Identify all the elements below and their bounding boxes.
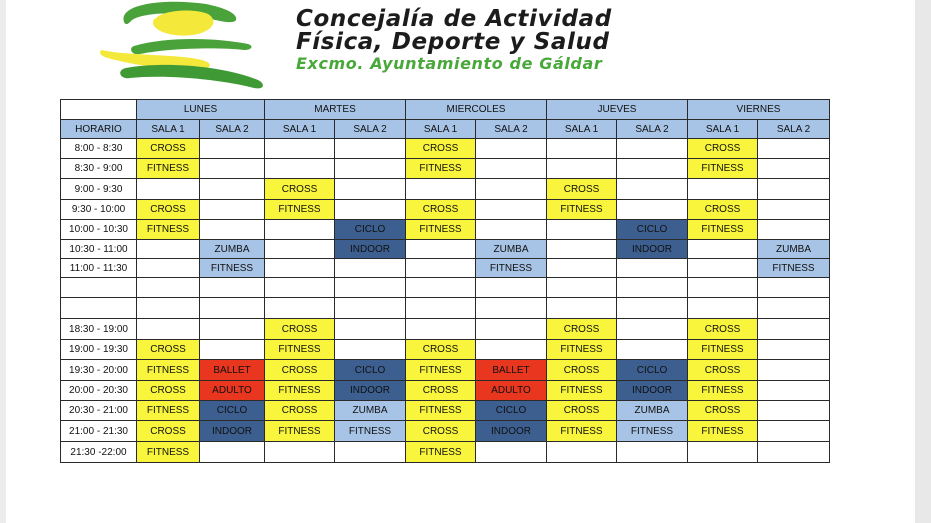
class-cell: CICLO (476, 401, 547, 421)
class-cell (547, 220, 617, 240)
class-cell (617, 139, 688, 159)
class-cell (265, 259, 335, 278)
class-cell: FITNESS (137, 159, 200, 179)
class-cell (547, 259, 617, 278)
class-cell (547, 240, 617, 259)
class-cell: FITNESS (547, 381, 617, 401)
class-cell (758, 340, 830, 360)
class-cell (547, 159, 617, 179)
class-cell: ZUMBA (200, 240, 265, 259)
class-cell (265, 442, 335, 463)
class-cell (758, 421, 830, 442)
class-cell (617, 298, 688, 319)
sala-header: SALA 1 (688, 120, 758, 139)
class-cell (200, 159, 265, 179)
class-cell (617, 278, 688, 298)
class-cell: FITNESS (547, 340, 617, 360)
galdar-logo (98, 0, 273, 92)
class-cell (137, 298, 200, 319)
class-cell (476, 220, 547, 240)
class-cell (265, 240, 335, 259)
time-cell (61, 298, 137, 319)
class-cell: FITNESS (406, 442, 476, 463)
class-cell (476, 139, 547, 159)
schedule-row (61, 421, 830, 442)
schedule-row (61, 401, 830, 421)
class-cell: ZUMBA (335, 401, 406, 421)
class-cell: FITNESS (476, 259, 547, 278)
time-cell: 11:00 - 11:30 (61, 259, 137, 278)
class-cell (758, 401, 830, 421)
class-cell (335, 159, 406, 179)
class-cell: FITNESS (406, 360, 476, 381)
class-cell (200, 220, 265, 240)
class-cell: CROSS (137, 200, 200, 220)
class-cell (758, 278, 830, 298)
class-cell: FITNESS (547, 200, 617, 220)
class-cell: CROSS (688, 319, 758, 340)
class-cell: FITNESS (137, 401, 200, 421)
class-cell: CROSS (406, 200, 476, 220)
class-cell: FITNESS (688, 220, 758, 240)
schedule-row (61, 278, 830, 298)
class-cell (476, 442, 547, 463)
time-cell: 9:00 - 9:30 (61, 179, 137, 200)
schedule-row (61, 159, 830, 179)
schedule-row (61, 200, 830, 220)
class-cell (335, 259, 406, 278)
class-cell: FITNESS (335, 421, 406, 442)
class-cell: FITNESS (617, 421, 688, 442)
class-cell: CROSS (265, 360, 335, 381)
class-cell: CROSS (137, 381, 200, 401)
class-cell: FITNESS (688, 381, 758, 401)
class-cell (265, 220, 335, 240)
class-cell (406, 298, 476, 319)
class-cell (688, 442, 758, 463)
sala-header: SALA 1 (137, 120, 200, 139)
left-frame-edge (0, 0, 6, 523)
class-cell (406, 278, 476, 298)
class-cell (200, 298, 265, 319)
time-cell: 8:30 - 9:00 (61, 159, 137, 179)
class-cell: CROSS (547, 401, 617, 421)
time-cell: 21:00 - 21:30 (61, 421, 137, 442)
header-title-line1: Concejalía de Actividad (296, 6, 612, 32)
class-cell: INDOOR (335, 240, 406, 259)
time-cell: 8:00 - 8:30 (61, 139, 137, 159)
schedule-row (61, 340, 830, 360)
class-cell: FITNESS (406, 401, 476, 421)
schedule-row (61, 179, 830, 200)
time-cell: 18:30 - 19:00 (61, 319, 137, 340)
schedule-row (61, 298, 830, 319)
class-cell: CROSS (547, 360, 617, 381)
time-cell: 10:30 - 11:00 (61, 240, 137, 259)
class-cell (265, 278, 335, 298)
sala-header-row (61, 120, 830, 139)
class-cell (265, 159, 335, 179)
time-cell: 10:00 - 10:30 (61, 220, 137, 240)
class-cell: CROSS (265, 401, 335, 421)
class-cell (617, 179, 688, 200)
class-cell (335, 139, 406, 159)
class-cell (758, 220, 830, 240)
day-header: MARTES (265, 100, 406, 120)
class-cell (758, 200, 830, 220)
time-cell: 19:00 - 19:30 (61, 340, 137, 360)
schedule-row (61, 139, 830, 159)
class-cell (476, 200, 547, 220)
class-cell (137, 259, 200, 278)
class-cell (758, 179, 830, 200)
class-cell: FITNESS (265, 421, 335, 442)
class-cell: CROSS (137, 340, 200, 360)
class-cell: FITNESS (137, 442, 200, 463)
class-cell (200, 179, 265, 200)
class-cell (406, 240, 476, 259)
schedule-row (61, 442, 830, 463)
schedule-row (61, 319, 830, 340)
class-cell (758, 298, 830, 319)
sala-header: SALA 2 (200, 120, 265, 139)
class-cell (547, 278, 617, 298)
class-cell: ADULTO (476, 381, 547, 401)
class-cell: INDOOR (476, 421, 547, 442)
class-cell: BALLET (200, 360, 265, 381)
class-cell (758, 442, 830, 463)
sala-header: SALA 2 (476, 120, 547, 139)
class-cell (137, 179, 200, 200)
class-cell (547, 139, 617, 159)
corner-cell (61, 100, 137, 120)
class-cell (200, 442, 265, 463)
class-cell (200, 278, 265, 298)
schedule-row (61, 220, 830, 240)
class-cell (137, 278, 200, 298)
class-cell: FITNESS (406, 220, 476, 240)
schedule-row (61, 360, 830, 381)
day-header: VIERNES (688, 100, 830, 120)
class-cell (758, 139, 830, 159)
class-cell: CICLO (200, 401, 265, 421)
time-cell (61, 278, 137, 298)
class-cell (406, 179, 476, 200)
class-cell (200, 340, 265, 360)
class-cell (335, 200, 406, 220)
class-cell: FITNESS (137, 360, 200, 381)
class-cell: INDOOR (617, 240, 688, 259)
day-header: JUEVES (547, 100, 688, 120)
schedule-table (60, 99, 830, 463)
class-cell (758, 381, 830, 401)
time-cell: 9:30 - 10:00 (61, 200, 137, 220)
class-cell: ADULTO (200, 381, 265, 401)
class-cell (617, 340, 688, 360)
class-cell (617, 319, 688, 340)
class-cell: CICLO (617, 220, 688, 240)
class-cell (476, 340, 547, 360)
header-subtitle: Excmo. Ayuntamiento de Gáldar (296, 54, 603, 73)
class-cell (688, 240, 758, 259)
class-cell (476, 179, 547, 200)
class-cell: FITNESS (265, 381, 335, 401)
sala-header: SALA 1 (406, 120, 476, 139)
class-cell (617, 442, 688, 463)
class-cell: FITNESS (688, 421, 758, 442)
class-cell (688, 298, 758, 319)
class-cell: CROSS (137, 139, 200, 159)
class-cell: CROSS (688, 139, 758, 159)
class-cell (758, 360, 830, 381)
schedule-row (61, 240, 830, 259)
class-cell: FITNESS (137, 220, 200, 240)
class-cell (476, 159, 547, 179)
class-cell: FITNESS (265, 340, 335, 360)
class-cell: FITNESS (547, 421, 617, 442)
class-cell (265, 139, 335, 159)
horario-header: HORARIO (61, 120, 137, 139)
class-cell: CICLO (617, 360, 688, 381)
schedule-row (61, 381, 830, 401)
sala-header: SALA 1 (265, 120, 335, 139)
class-cell: FITNESS (406, 159, 476, 179)
class-cell: CICLO (335, 220, 406, 240)
time-cell: 20:00 - 20:30 (61, 381, 137, 401)
day-header-row (61, 100, 830, 120)
class-cell (200, 319, 265, 340)
class-cell (335, 298, 406, 319)
class-cell (617, 259, 688, 278)
class-cell: CROSS (688, 401, 758, 421)
class-cell: ZUMBA (617, 401, 688, 421)
class-cell (547, 442, 617, 463)
class-cell: BALLET (476, 360, 547, 381)
class-cell (137, 240, 200, 259)
time-cell: 19:30 - 20:00 (61, 360, 137, 381)
class-cell (265, 298, 335, 319)
class-cell: CROSS (547, 179, 617, 200)
class-cell (200, 200, 265, 220)
class-cell (688, 179, 758, 200)
class-cell: FITNESS (265, 200, 335, 220)
class-cell: CROSS (406, 381, 476, 401)
right-frame-edge (915, 0, 931, 523)
time-cell: 21:30 -22:00 (61, 442, 137, 463)
class-cell (137, 319, 200, 340)
class-cell (758, 159, 830, 179)
class-cell: FITNESS (688, 159, 758, 179)
class-cell (617, 159, 688, 179)
class-cell: INDOOR (335, 381, 406, 401)
class-cell (335, 179, 406, 200)
sala-header: SALA 2 (758, 120, 830, 139)
class-cell (335, 278, 406, 298)
class-cell: CICLO (335, 360, 406, 381)
class-cell (688, 278, 758, 298)
class-cell (335, 319, 406, 340)
class-cell (476, 298, 547, 319)
class-cell (335, 442, 406, 463)
class-cell: FITNESS (688, 340, 758, 360)
class-cell (688, 259, 758, 278)
class-cell: CROSS (547, 319, 617, 340)
schedule-row (61, 259, 830, 278)
class-cell: CROSS (265, 319, 335, 340)
header-block (296, 8, 816, 73)
class-cell (406, 259, 476, 278)
sala-header: SALA 1 (547, 120, 617, 139)
class-cell: ZUMBA (758, 240, 830, 259)
class-cell: FITNESS (200, 259, 265, 278)
class-cell: CROSS (406, 139, 476, 159)
header-title-line2: Física, Deporte y Salud (296, 29, 610, 55)
class-cell: CROSS (265, 179, 335, 200)
class-cell: INDOOR (200, 421, 265, 442)
class-cell (758, 319, 830, 340)
class-cell (406, 319, 476, 340)
class-cell: FITNESS (758, 259, 830, 278)
class-cell (547, 298, 617, 319)
class-cell (476, 278, 547, 298)
class-cell: INDOOR (617, 381, 688, 401)
sala-header: SALA 2 (335, 120, 406, 139)
day-header: MIERCOLES (406, 100, 547, 120)
sala-header: SALA 2 (617, 120, 688, 139)
class-cell (617, 200, 688, 220)
time-cell: 20:30 - 21:00 (61, 401, 137, 421)
class-cell: ZUMBA (476, 240, 547, 259)
class-cell (476, 319, 547, 340)
class-cell (200, 139, 265, 159)
day-header: LUNES (137, 100, 265, 120)
class-cell: CROSS (688, 360, 758, 381)
class-cell: CROSS (688, 200, 758, 220)
class-cell: CROSS (406, 340, 476, 360)
class-cell (335, 340, 406, 360)
class-cell: CROSS (137, 421, 200, 442)
class-cell: CROSS (406, 421, 476, 442)
